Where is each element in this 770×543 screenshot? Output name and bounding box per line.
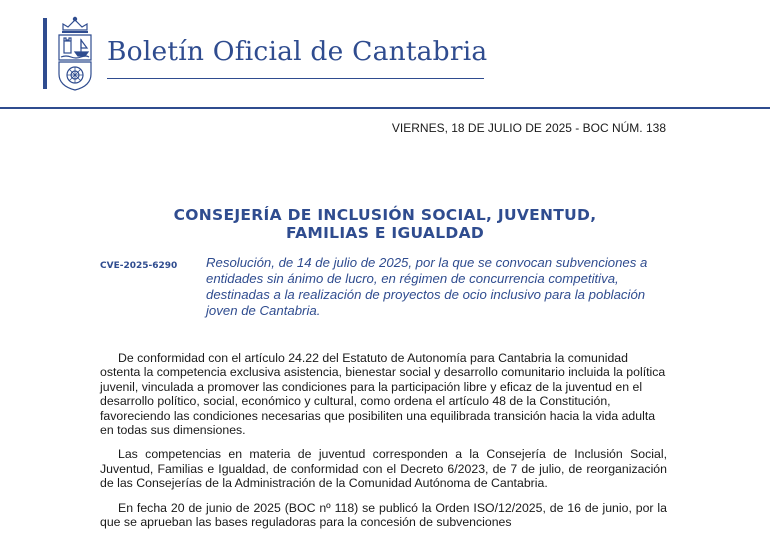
header-divider — [0, 107, 770, 109]
body-paragraph-1: De conformidad con el artículo 24.22 del Estatuto de Autonomía para Cantabria la comunidad ostenta la competencia exclusiva asistencia, bienestar social y desarrollo comunitario incluida la política juvenil, vinculada a promover las condiciones para la participación libre y eficaz de la juventud en el desarrollo político, social, económico y cultural, como ordena el artículo 48 de la Constitución, favoreciendo las condiciones necesarias que posibiliten una equilibrada transición hacia la vida adulta en todas sus dimensiones. — [100, 351, 666, 438]
department-heading — [105, 206, 665, 242]
department-heading-line-1: CONSEJERÍA DE INCLUSIÓN SOCIAL, JUVENTUD, — [173, 206, 597, 224]
bulletin-title: Boletín Oficial de Cantabria — [107, 36, 488, 67]
department-heading-line-2: FAMILIAS E IGUALDAD — [285, 224, 485, 242]
document-body — [100, 351, 667, 539]
title-underline — [107, 78, 484, 79]
issue-dateline: VIERNES, 18 DE JULIO DE 2025 - BOC NÚM. 138 — [391, 121, 666, 135]
body-paragraph-3: En fecha 20 de junio de 2025 (BOC nº 118) se publicó la Orden ISO/12/2025, de 16 de junio, por la que se aprueban las bases reguladoras para la concesión de subvenciones — [100, 500, 667, 530]
cve-code: CVE-2025-6290 — [100, 261, 178, 271]
resolution-summary: Resolución, de 14 de julio de 2025, por la que se convocan subvenciones a entidades sin ánimo de lucro, en régimen de concurrencia competitiva, destinadas a la realización de proyectos de ocio inclusivo para la población joven de Cantabria. — [206, 255, 648, 318]
body-paragraph-2: Las competencias en materia de juventud corresponden a la Consejería de Inclusión Social, Juventud, Familias e Igualdad, de conformidad con el Decreto 6/2023, de 7 de julio, de reorganización de las Consejerías de la Administración de la Comunidad Autónoma de Cantabria. — [100, 447, 667, 491]
header-accent-bar — [43, 18, 47, 89]
cantabria-crest-icon — [54, 16, 96, 92]
